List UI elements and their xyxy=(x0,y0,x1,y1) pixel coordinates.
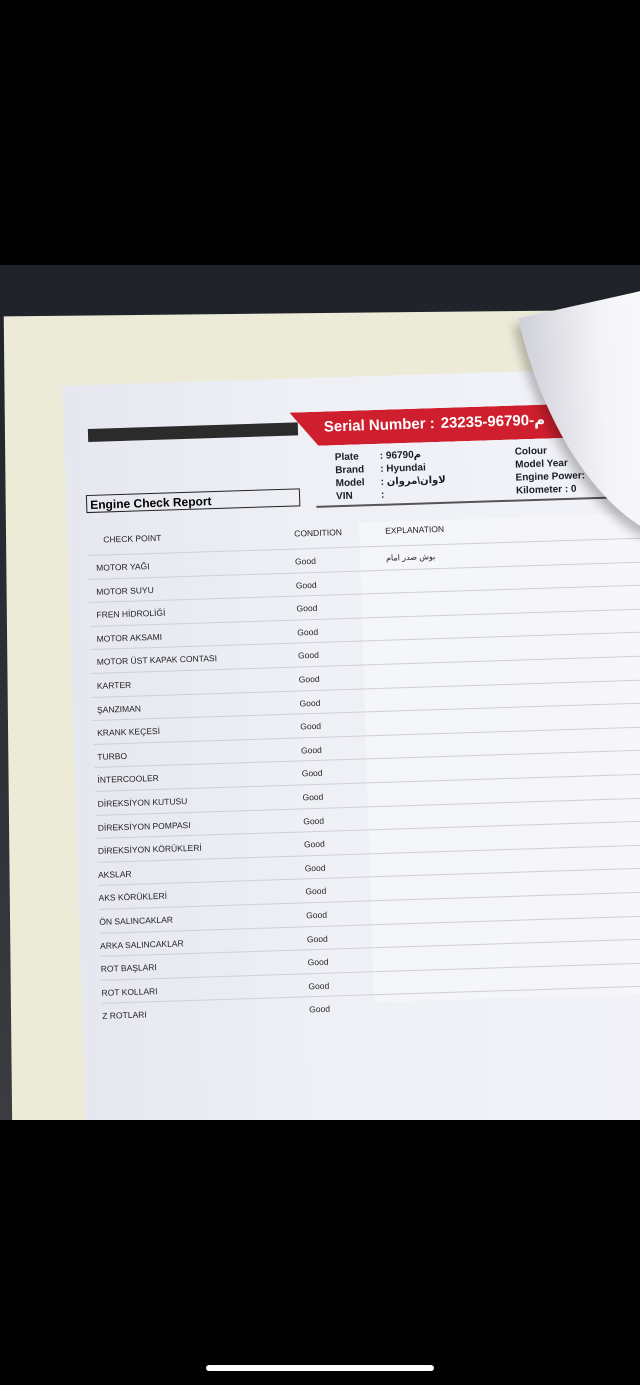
model-year-label: Model Year xyxy=(514,457,568,471)
serial-label: Serial Number : xyxy=(323,415,435,436)
check-point-cell: DİREKSİYON KUTUSU xyxy=(97,795,188,809)
colour-label: Colour xyxy=(514,445,548,458)
check-point-cell: Z ROTLARI xyxy=(102,1009,147,1022)
check-point-cell: FREN HİDROLİĞİ xyxy=(96,607,166,620)
condition-cell: Good xyxy=(306,933,328,944)
plate-label: Plate xyxy=(334,451,359,464)
check-point-cell: ÖN SALINCAKLAR xyxy=(99,914,174,927)
header-dark-bar xyxy=(88,422,298,442)
vehicle-values xyxy=(380,448,447,502)
kilometer-label: Kilometer : 0 xyxy=(515,483,577,497)
condition-cell: Good xyxy=(309,1003,331,1015)
condition-cell: Good xyxy=(301,768,323,779)
condition-cell: Good xyxy=(303,815,325,826)
check-point-cell: AKSLAR xyxy=(97,868,132,880)
table-body xyxy=(88,537,640,1026)
condition-cell: Good xyxy=(307,956,329,968)
check-point-cell: ŞANZIMAN xyxy=(96,703,142,715)
check-point-cell: MOTOR SUYU xyxy=(96,584,154,597)
condition-cell: Good xyxy=(300,720,322,732)
vin-label: VIN xyxy=(335,490,353,503)
check-point-cell: ROT KOLLARI xyxy=(101,985,158,998)
home-indicator[interactable] xyxy=(206,1365,434,1371)
condition-cell: Good xyxy=(308,980,330,992)
check-point-cell: ARKA SALINCAKLAR xyxy=(99,937,184,951)
condition-cell: Good xyxy=(303,838,325,850)
binder-background xyxy=(4,310,640,1120)
vin-value: : xyxy=(380,489,385,501)
vehicle-labels xyxy=(335,450,366,503)
condition-cell: Good xyxy=(296,603,318,614)
brand-value: : Hyundai xyxy=(380,462,426,475)
condition-cell: Good xyxy=(306,909,328,921)
model-value: : لاوان\مروان xyxy=(380,474,446,488)
check-point-cell: DİREKSİYON POMPASI xyxy=(97,819,191,833)
check-point-cell: TURBO xyxy=(97,750,128,762)
column-header-condition: CONDITION xyxy=(294,527,343,539)
document-photo xyxy=(0,265,640,1120)
report-sheet xyxy=(62,367,640,1120)
condition-cell: Good xyxy=(295,579,317,591)
condition-cell: Good xyxy=(298,673,320,685)
column-header-check-point: CHECK POINT xyxy=(103,532,162,545)
check-point-cell: KARTER xyxy=(96,679,132,691)
condition-cell: Good xyxy=(297,626,319,638)
condition-cell: Good xyxy=(300,744,322,756)
explanation-cell: بوش صدر امام xyxy=(385,552,436,563)
condition-cell: Good xyxy=(304,862,326,874)
condition-cell: Good xyxy=(297,650,319,661)
condition-cell: Good xyxy=(305,886,327,897)
check-point-cell: DİREKSİYON KÖRÜKLERİ xyxy=(97,842,202,857)
check-point-cell: KRANK KEÇESİ xyxy=(97,726,161,738)
model-label: Model xyxy=(335,477,365,490)
check-point-cell: MOTOR AKSAMI xyxy=(96,631,163,644)
plate-value: : 96790م xyxy=(379,449,422,462)
check-point-cell: AKS KÖRÜKLERİ xyxy=(98,891,168,904)
check-point-cell: MOTOR YAĞI xyxy=(96,561,150,573)
brand-label: Brand xyxy=(335,464,365,477)
column-header-explanation: EXPLANATION xyxy=(385,523,445,536)
condition-cell: Good xyxy=(299,697,321,709)
report-title: Engine Check Report xyxy=(86,488,300,513)
engine-power-label: Engine Power: xyxy=(515,470,586,484)
condition-cell: Good xyxy=(302,791,324,803)
condition-cell: Good xyxy=(294,555,317,567)
check-point-cell: MOTOR ÜST KAPAK CONTASI xyxy=(96,653,218,668)
serial-value: 23235-96790-م xyxy=(440,411,546,432)
check-point-cell: İNTERCOOLER xyxy=(97,773,159,786)
check-point-cell: ROT BAŞLARI xyxy=(100,962,157,974)
